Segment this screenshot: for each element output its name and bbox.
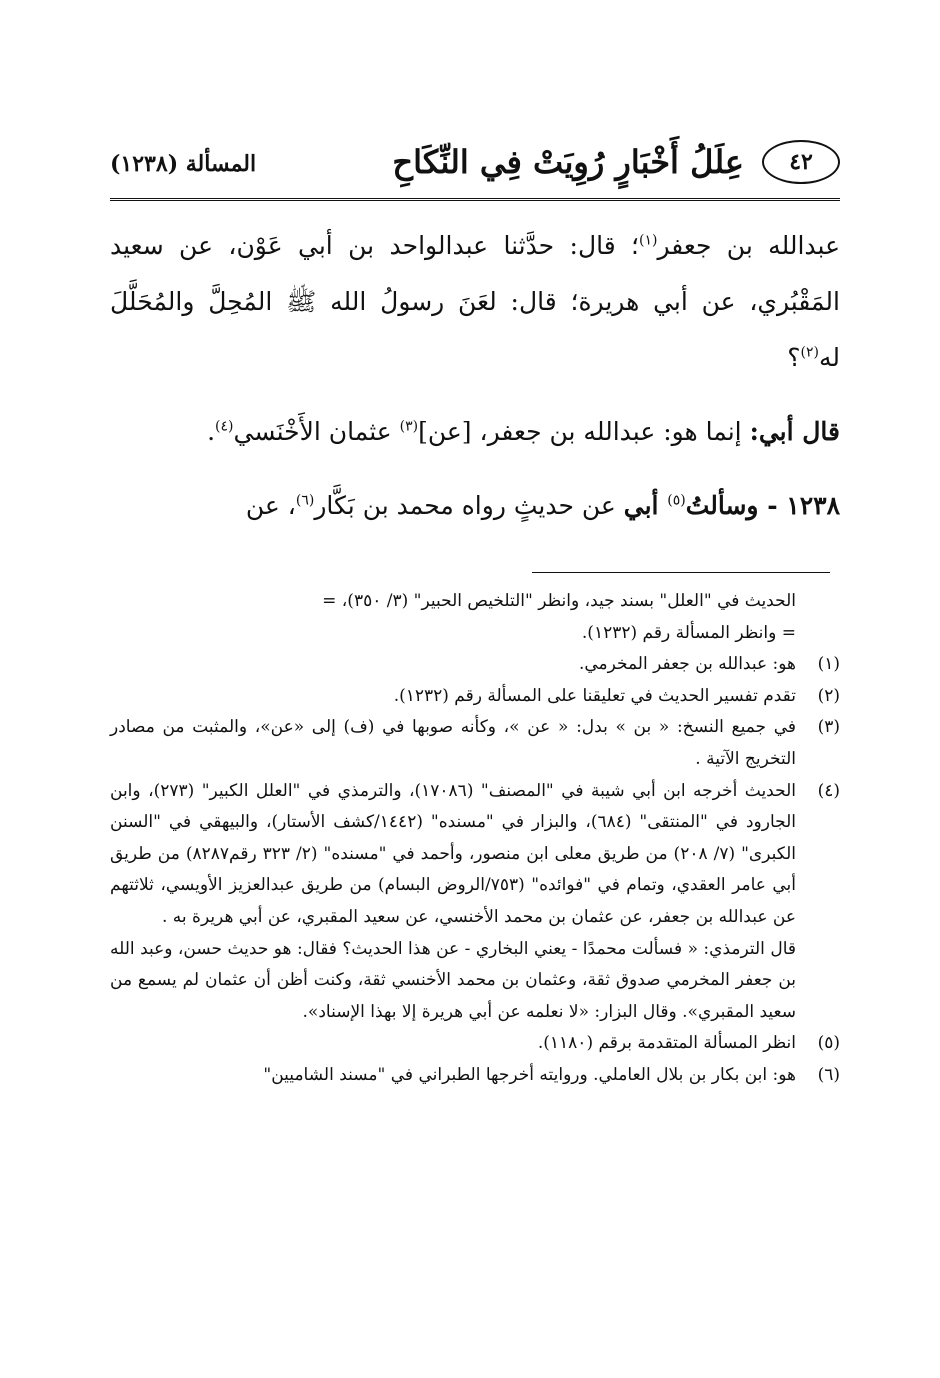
footnote-number: (٤) (817, 780, 840, 801)
page-number: ٤٢ (789, 149, 813, 175)
footnote-text: انظر المسألة المتقدمة برقم (١١٨٠). (537, 1033, 796, 1054)
text-run: عثمان الأَخْنَسي (233, 417, 400, 446)
text-run: ، عن (245, 491, 296, 520)
speaker-label: قال أبي: (749, 417, 840, 446)
text-run: عن حديثٍ رواه محمد بن بَكَّار (314, 491, 624, 520)
footnote-number: (٥) (817, 1033, 840, 1054)
footnote-3 (110, 712, 840, 775)
text-run: ؟ (787, 343, 801, 372)
footnote-1 (110, 649, 840, 681)
paragraph-1 (110, 218, 840, 386)
header-rule (110, 198, 840, 201)
footnote-number: (٦) (817, 1064, 840, 1085)
footnote-text: هو: عبدالله بن جعفر المخرمي. (578, 654, 796, 675)
issue-number-label: ١٢٣٨ - وسألتُ (685, 491, 840, 520)
footnote-ref-4: (٤) (215, 418, 234, 435)
text-run: ؛ قال: حدَّثنا عبدالواحد بن أبي عَوْن، عن سعيد المَقْبُري، عن أبي هريرة؛ قال: لعَنَ رسولُ الله ﷺ المُحِلَّ والمُحَلَّلَ له (110, 231, 840, 372)
footnote-number: (١) (817, 654, 840, 675)
paragraph-3 (110, 478, 840, 534)
main-text (110, 218, 840, 540)
footnote-number: (٢) (817, 685, 840, 706)
footnote-6 (110, 1060, 840, 1092)
text-run: إنما هو: عبدالله بن جعفر، [عن] (418, 417, 750, 446)
footnote-ref-2: (٢) (800, 344, 819, 361)
footnote-text: تقدم تفسير الحديث في تعليقنا على المسألة رقم (١٢٣٢). (393, 685, 796, 706)
text-run: . (207, 417, 216, 446)
footnote-ref-5: (٥) (667, 492, 686, 509)
footnote-ref-1: (١) (639, 232, 658, 249)
paragraph-2 (110, 404, 840, 460)
footnote-4-quote: قال الترمذي: « فسألت محمدًا - يعني البخاري - عن هذا الحديث؟ فقال: هو حديث حسن، وعبد الله بن جعفر المخرمي صدوق ثقة، وعثمان بن محمد الأخنسي ثقة، وكنت أظن أن عثمان لم يسمع من سعيد المقبري». وقال البزار: «لا نعلمه عن أبي هريرة إلا بهذا الإسناد». (110, 938, 796, 1022)
footnotes (110, 586, 840, 1092)
footnote-continuation: = وانظر المسألة رقم (١٢٣٢). (581, 622, 796, 643)
page-header (110, 138, 840, 190)
footnote-text: الحديث أخرجه ابن أبي شيبة في "المصنف" (١٧٠٨٦)، والترمذي في "العلل الكبير" (٢٧٣)، وابن الجارود في "المنتقى" (٦٨٤)، والبزار في "مسنده" (١٤٤٢/كشف الأستار)، والبيهقي في "السنن الكبرى" (٧/ ٢٠٨) من طريق معلى ابن منصور، وأحمد في "مسنده" (٢/ ٣٢٣ رقم٨٢٨٧) من طريق أبي عامر العقدي، وتمام في "فوائده" (٧٥٣/الروض البسام) من طريق عبدالعزيز الأويسي، ثلاثتهم عن عبدالله بن جعفر، عن عثمان بن محمد الأخنسي، عن سعيد المقبري، عن أبي هريرة به . (110, 780, 796, 927)
footnote-2 (110, 681, 840, 713)
footnote-text: هو: ابن بكار بن بلال العاملي. وروايته أخرجها الطبراني في "مسند الشاميين" (263, 1064, 796, 1085)
footnote-4 (110, 776, 840, 934)
footnote-number: (٣) (817, 717, 840, 738)
text-run: عبدالله بن جعفر (657, 231, 840, 260)
footnote-rule (532, 572, 830, 573)
footnote-5 (110, 1028, 840, 1060)
footnote-text: في جميع النسخ: « بن » بدل: « عن »، وكأنه صوبها في (ف) إلى «عن»، والمثبت من مصادر التخريج الآتية . (110, 717, 796, 769)
footnote-ref-3: (٣) (399, 418, 419, 435)
issue-title: المسألة (١٢٣٨) (110, 151, 257, 177)
footnote-ref-6: (٦) (295, 492, 315, 509)
speaker-label: أبي (623, 491, 668, 520)
footnote-continuation: الحديث في "العلل" بسند جيد، وانظر "التلخيص الحبير" (٣/ ٣٥٠)، = (322, 591, 796, 611)
book-title: عِلَلُ أَخْبَارٍ رُوِيَتْ فِي النِّكَاحِ (392, 143, 744, 181)
page-number-badge (762, 140, 840, 184)
